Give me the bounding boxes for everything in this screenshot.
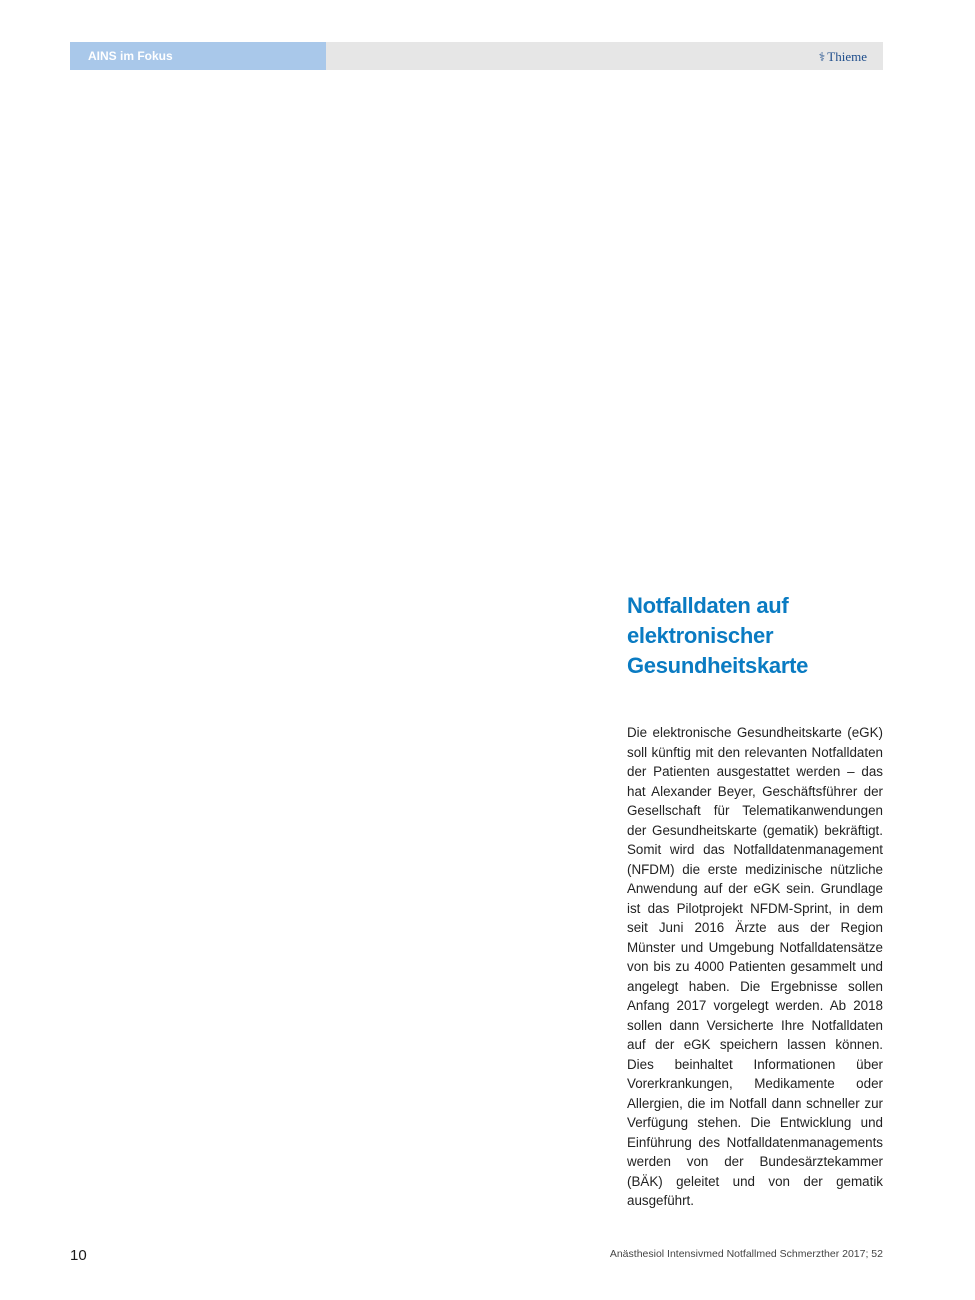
- article: [627, 591, 883, 1211]
- title-line: Gesundheitskarte: [627, 653, 809, 678]
- publisher-logo: [819, 42, 867, 70]
- section-label: AINS im Fokus: [70, 42, 326, 70]
- title-line: Notfalldaten auf: [627, 593, 789, 618]
- journal-citation: Anästhesiol Intensivmed Notfallmed Schmerzther 2017; 52: [609, 1248, 883, 1260]
- publisher-name: Thieme: [827, 49, 867, 64]
- page-number: 10: [70, 1247, 87, 1264]
- running-header: [70, 42, 883, 70]
- thieme-logo-icon: ⚕: [818, 50, 826, 64]
- title-line: elektronischer: [627, 623, 774, 648]
- article-body: Die elektronische Gesundheitskarte (eGK) soll künftig mit den relevanten Notfalldaten der Patienten ausgestattet werden – das hat Alexander Beyer, Geschäftsführer der Gesellschaft für Telematikanwendungen der Gesundheitskarte (gematik) bekräftigt. Somit wird das Notfalldatenmanagement (NFDM) die erste medizinische nützliche Anwendung auf der eGK sein. Grundlage ist das Pilotprojekt NFDM-Sprint, in dem seit Juni 2016 Ärzte aus der Region Münster und Umgebung Notfalldatensätze von bis zu 4000 Patienten gesammelt und angelegt haben. Die Ergebnisse sollen Anfang 2017 vorgelegt werden. Ab 2018 sollen dann Versicherte Ihre Notfalldaten auf der eGK speichern lassen können. Dies beinhaltet Informationen über Vorerkrankungen, Medikamente oder Allergien, die im Notfall dann schneller zur Verfügung stehen. Die Entwicklung und Einführung des Notfalldatenmanagements werden von der Bundesärztekammer (BÄK) geleitet und von der gematik ausgeführt.: [627, 725, 883, 1208]
- article-title: [627, 591, 883, 681]
